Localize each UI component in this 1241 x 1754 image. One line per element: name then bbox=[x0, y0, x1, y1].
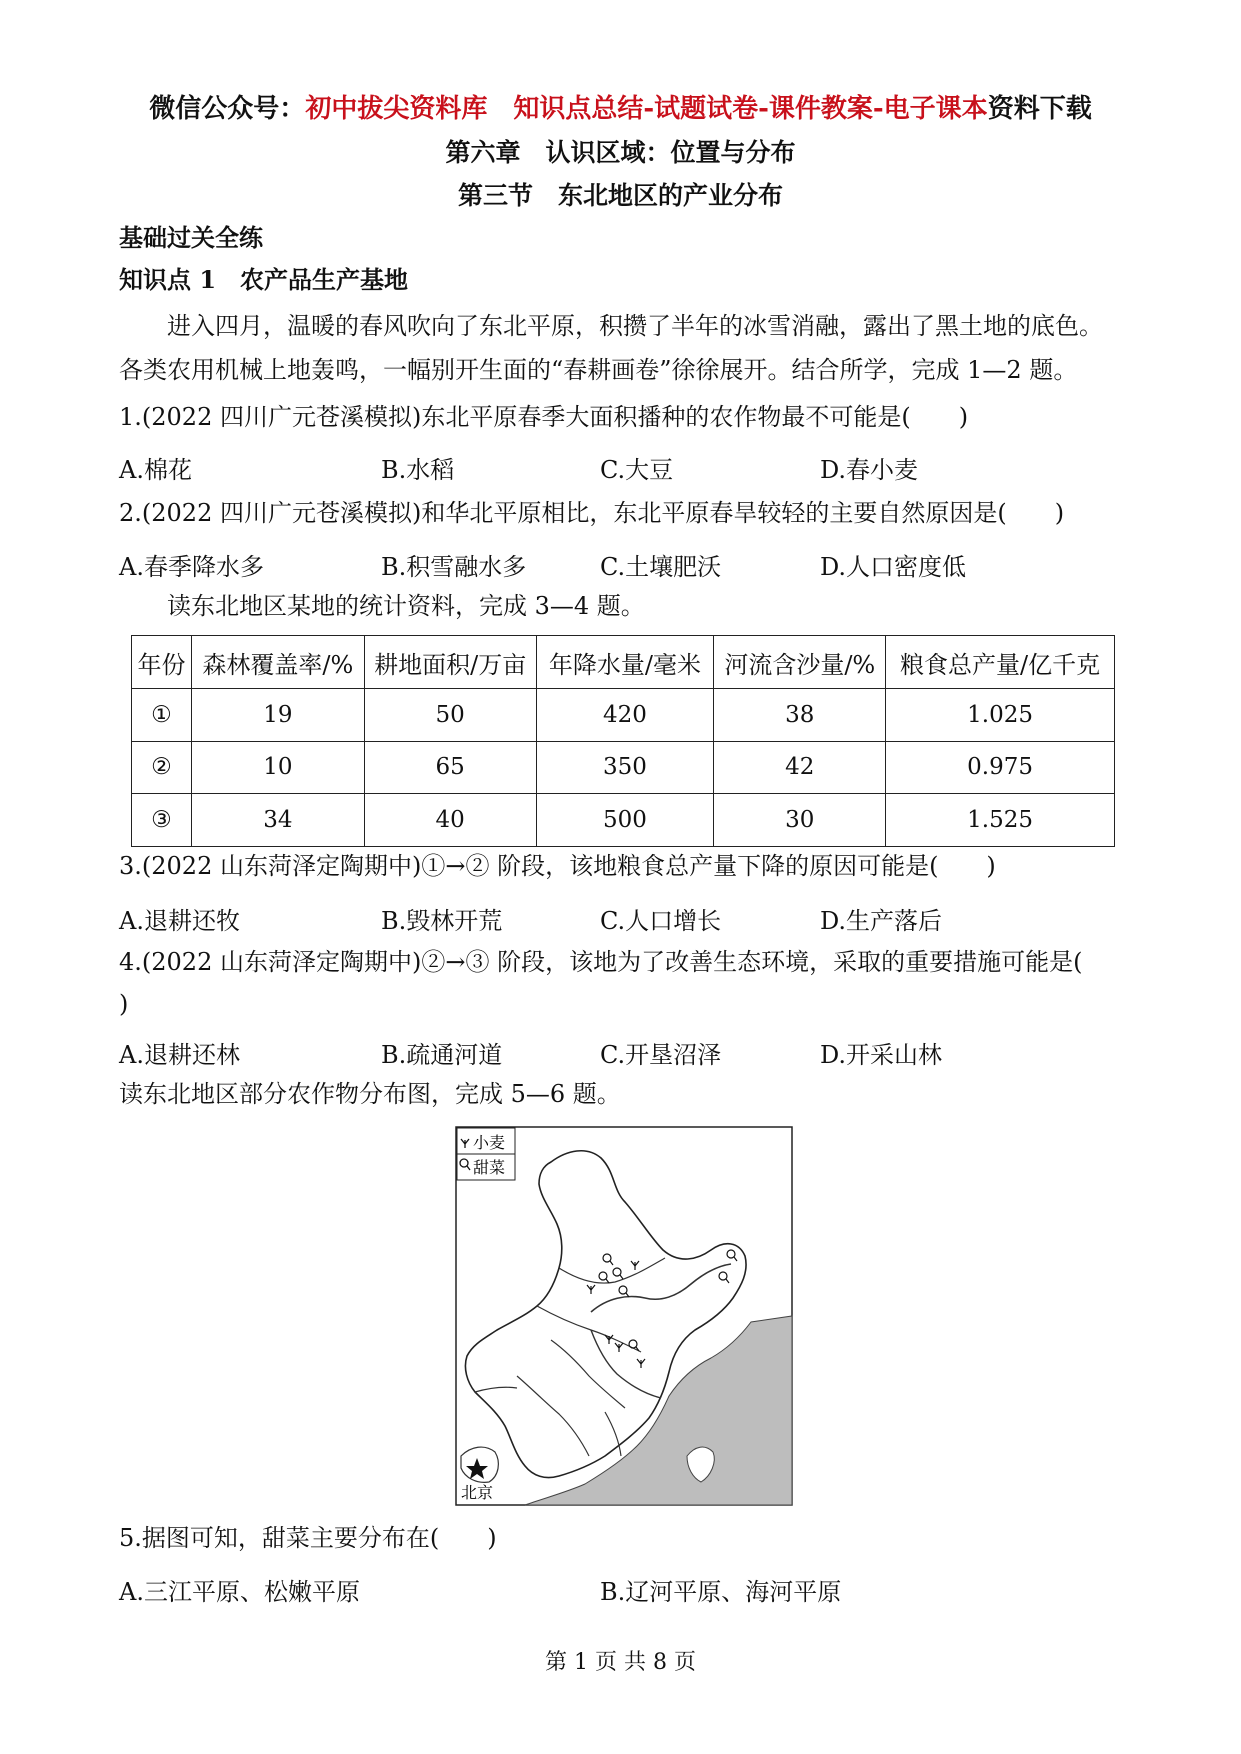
table-cell: 40 bbox=[364, 794, 536, 847]
knowledge-point-heading: 知识点 1 农产品生产基地 bbox=[119, 265, 409, 294]
table-row bbox=[132, 794, 1115, 847]
table-header-row bbox=[132, 636, 1115, 689]
table-cell: 1.025 bbox=[886, 689, 1115, 742]
section-title: 第三节 东北地区的产业分布 bbox=[457, 181, 783, 210]
table-cell: ② bbox=[132, 741, 192, 794]
map-svg bbox=[455, 1126, 793, 1506]
table-row bbox=[132, 689, 1115, 742]
wechat-header bbox=[0, 94, 1241, 125]
table-cell: 10 bbox=[191, 741, 364, 794]
table-cell: 38 bbox=[714, 689, 886, 742]
table-cell: 30 bbox=[714, 794, 886, 847]
question-3-option-d: D.生产落后 bbox=[820, 907, 943, 935]
question-4-option-b: B.疏通河道 bbox=[381, 1041, 503, 1069]
table-cell: 1.525 bbox=[886, 794, 1115, 847]
table-row bbox=[132, 741, 1115, 794]
table-header-cell: 年降水量/毫米 bbox=[536, 636, 714, 689]
city-label-beijing: 北京 bbox=[461, 1483, 494, 1502]
header-suffix: 资料下载 bbox=[987, 94, 1092, 124]
table-header-cell: 年份 bbox=[132, 636, 192, 689]
header-highlight: 初中拔尖资料库 知识点总结-试题试卷-课件教案-电子课本 bbox=[305, 94, 988, 124]
question-5-stem: 5.据图可知，甜菜主要分布在( ) bbox=[119, 1524, 497, 1552]
question-4-stem-continued: ) bbox=[119, 990, 129, 1018]
table-header-cell: 耕地面积/万亩 bbox=[364, 636, 536, 689]
legend-label-beet: 甜菜 bbox=[473, 1158, 506, 1177]
table-cell: 34 bbox=[191, 794, 364, 847]
table-cell: 0.975 bbox=[886, 741, 1115, 794]
question-4-option-a: A.退耕还林 bbox=[119, 1041, 240, 1069]
crop-distribution-map bbox=[455, 1126, 793, 1506]
page-footer: 第 1 页 共 8 页 bbox=[545, 1650, 696, 1675]
table-cell: ③ bbox=[132, 794, 192, 847]
question-1-option-b: B.水稻 bbox=[381, 456, 455, 484]
question-4-stem: 4.(2022 山东菏泽定陶期中)②→③ 阶段，该地为了改善生态环境，采取的重要措施可能是( bbox=[119, 948, 1083, 976]
question-1-option-a: A.棉花 bbox=[119, 456, 192, 484]
question-1-option-c: C.大豆 bbox=[600, 456, 674, 484]
question-4-option-c: C.开垦沼泽 bbox=[600, 1041, 722, 1069]
map-intro: 读东北地区部分农作物分布图，完成 5—6 题。 bbox=[119, 1080, 621, 1108]
table-cell: 19 bbox=[191, 689, 364, 742]
question-1-stem: 1.(2022 四川广元苍溪模拟)东北平原春季大面积播种的农作物最不可能是( ) bbox=[119, 403, 969, 431]
question-3-option-b: B.毁林开荒 bbox=[381, 907, 503, 935]
question-3-stem: 3.(2022 山东菏泽定陶期中)①→② 阶段，该地粮食总产量下降的原因可能是( ) bbox=[119, 852, 996, 880]
chapter-title: 第六章 认识区域：位置与分布 bbox=[445, 138, 796, 167]
question-2-option-a: A.春季降水多 bbox=[119, 553, 264, 581]
table-cell: 420 bbox=[536, 689, 714, 742]
table-cell: 65 bbox=[364, 741, 536, 794]
table-cell: 50 bbox=[364, 689, 536, 742]
statistics-table bbox=[131, 635, 1115, 847]
question-1-option-d: D.春小麦 bbox=[820, 456, 919, 484]
question-2-option-d: D.人口密度低 bbox=[820, 553, 967, 581]
question-2-stem: 2.(2022 四川广元苍溪模拟)和华北平原相比，东北平原春旱较轻的主要自然原因是( ) bbox=[119, 499, 1065, 527]
table-cell: 500 bbox=[536, 794, 714, 847]
table-header-cell: 河流含沙量/% bbox=[714, 636, 886, 689]
legend-label-wheat: 小麦 bbox=[473, 1133, 506, 1152]
intro-line-1: 进入四月，温暖的春风吹向了东北平原，积攒了半年的冰雪消融，露出了黑土地的底色。 bbox=[167, 312, 1103, 340]
question-3-option-c: C.人口增长 bbox=[600, 907, 722, 935]
practice-heading: 基础过关全练 bbox=[119, 223, 263, 252]
table-cell: ① bbox=[132, 689, 192, 742]
table-header-cell: 森林覆盖率/% bbox=[191, 636, 364, 689]
question-2-option-b: B.积雪融水多 bbox=[381, 553, 527, 581]
question-3-option-a: A.退耕还牧 bbox=[119, 907, 240, 935]
table-header-cell: 粮食总产量/亿千克 bbox=[886, 636, 1115, 689]
table-intro: 读东北地区某地的统计资料，完成 3—4 题。 bbox=[167, 592, 645, 620]
table-cell: 350 bbox=[536, 741, 714, 794]
table-cell: 42 bbox=[714, 741, 886, 794]
header-prefix: 微信公众号： bbox=[149, 94, 306, 124]
question-5-option-b: B.辽河平原、海河平原 bbox=[600, 1578, 842, 1606]
intro-line-2: 各类农用机械上地轰鸣，一幅别开生面的“春耕画卷”徐徐展开。结合所学，完成 1—2 题。 bbox=[119, 356, 1078, 384]
question-2-option-c: C.土壤肥沃 bbox=[600, 553, 722, 581]
question-5-option-a: A.三江平原、松嫩平原 bbox=[119, 1578, 360, 1606]
question-4-option-d: D.开采山林 bbox=[820, 1041, 943, 1069]
